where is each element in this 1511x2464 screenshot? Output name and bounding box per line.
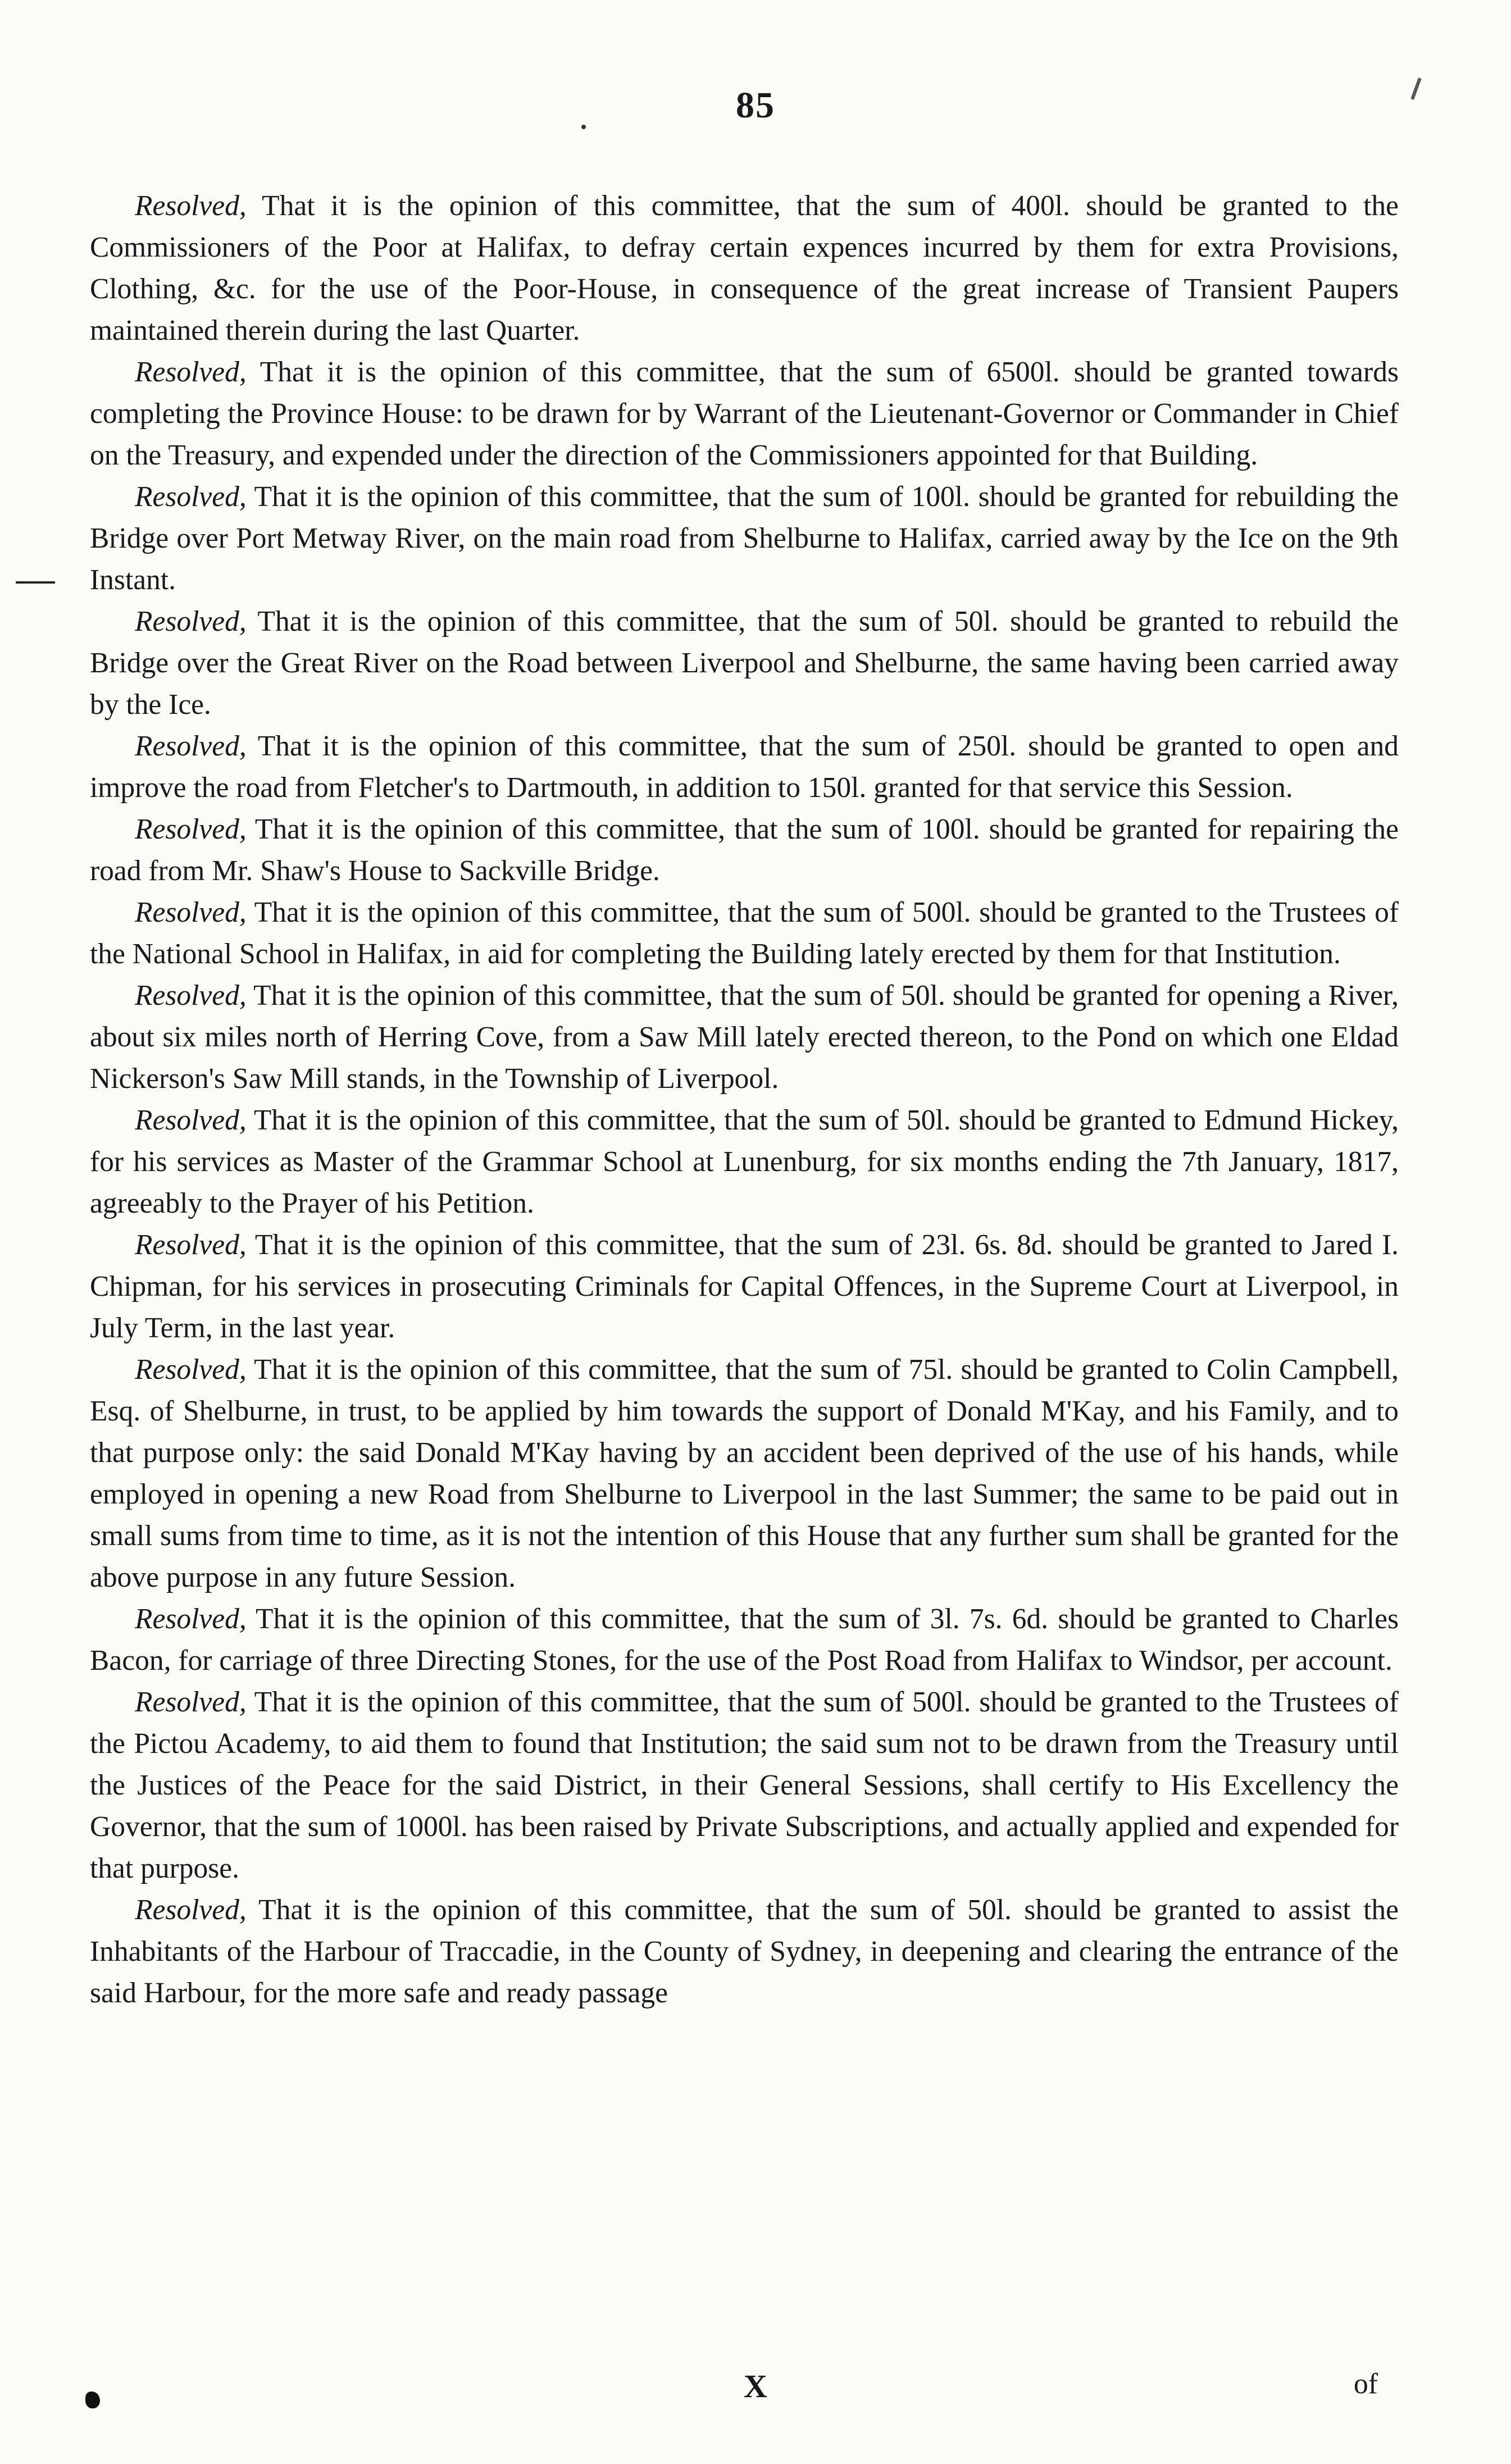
resolution-paragraph <box>90 726 1399 809</box>
resolved-lead: Resolved, <box>135 896 247 928</box>
resolution-text: That it is the opinion of this committee, that the sum of 23l. 6s. 8d. should be granted to Jared I. Chipman, for his services in prosecuting Criminals for Capital Offences, in the Supreme Court at Liverpool, in July Term, in the last year. <box>90 1229 1399 1344</box>
resolution-text: That it is the opinion of this committee, that the sum of 50l. should be granted to rebuild the Bridge over the Great River on the Road between Liverpool and Shelburne, the same having been carried away by the Ice. <box>90 605 1399 721</box>
resolution-text: That it is the opinion of this committee, that the sum of 6500l. should be granted towards completing the Province House: to be drawn for by Warrant of the Lieutenant-Governor or Commander in Chief on the Treasury, and expended under the direction of the Commissioners appointed for that Building. <box>90 356 1399 471</box>
resolved-lead: Resolved, <box>135 605 247 637</box>
resolution-paragraph <box>90 892 1399 975</box>
resolution-text: That it is the opinion of this committee, that the sum of 100l. should be granted for rebuilding the Bridge over Port Metway River, on the main road from Shelburne to Halifax, carried away by the Ice on the 9th Instant. <box>90 481 1399 596</box>
resolution-paragraph <box>90 1598 1399 1682</box>
resolution-text: That it is the opinion of this committee, that the sum of 75l. should be granted to Colin Campbell, Esq. of Shelburne, in trust, to be applied by him towards the support of Donald M'Kay, and his Family, and to that purpose only: the said Donald M'Kay having by an accident been deprived of the use of his hands, while employed in opening a new Road from Shelburne to Liverpool in the last Summer; the same to be paid out in small sums from time to time, as it is not the intention of this House that any further sum shall be granted for the above purpose in any future Session. <box>90 1354 1399 1593</box>
resolved-lead: Resolved, <box>135 1354 247 1386</box>
resolution-paragraph <box>90 476 1399 601</box>
resolution-text: That it is the opinion of this committee, that the sum of 3l. 7s. 6d. should be granted to Charles Bacon, for carriage of three Directing Stones, for the use of the Post Road from Halifax to Windsor, per account. <box>90 1603 1399 1677</box>
resolved-lead: Resolved, <box>135 1603 247 1635</box>
resolution-text: That it is the opinion of this committee, that the sum of 500l. should be granted to the Trustees of the Pictou Academy, to aid them to found that Institution; the said sum not to be drawn from the Treasury until the Justices of the Peace for the said District, in their General Sessions, shall certify to His Excellency the Governor, that the sum of 1000l. has been raised by Private Subscriptions, and actually applied and expended for that purpose. <box>90 1686 1399 1884</box>
resolution-text: That it is the opinion of this committee, that the sum of 50l. should be granted to Edmund Hickey, for his services as Master of the Grammar School at Lunenburg, for six months ending the 7th January, 1817, agreeably to the Prayer of his Petition. <box>90 1104 1399 1219</box>
resolution-paragraph <box>90 601 1399 726</box>
resolution-paragraph <box>90 1224 1399 1349</box>
resolved-lead: Resolved, <box>135 1229 247 1261</box>
resolution-paragraph <box>90 352 1399 476</box>
resolution-text: That it is the opinion of this committee, that the sum of 500l. should be granted to the Trustees of the National School in Halifax, in aid for completing the Building lately erected by them for that Institution. <box>90 896 1399 970</box>
resolved-lead: Resolved, <box>135 980 247 1012</box>
resolution-text: That it is the opinion of this committee, that the sum of 100l. should be granted for repairing the road from Mr. Shaw's House to Sackville Bridge. <box>90 813 1399 887</box>
resolved-lead: Resolved, <box>135 730 247 762</box>
resolution-paragraph <box>90 1100 1399 1224</box>
resolved-lead: Resolved, <box>135 813 247 845</box>
margin-dash-mark <box>16 581 55 584</box>
catchword: of <box>1354 2368 1378 2400</box>
resolution-text: That it is the opinion of this committee, that the sum of 50l. should be granted for opening a River, about six miles north of Herring Cove, from a Saw Mill lately erected thereon, to the Pond on which one Eldad Nickerson's Saw Mill stands, in the Township of Liverpool. <box>90 980 1399 1095</box>
resolved-lead: Resolved, <box>135 1894 247 1926</box>
resolution-paragraph <box>90 975 1399 1100</box>
resolution-paragraph <box>90 1349 1399 1598</box>
resolution-text: That it is the opinion of this committee, that the sum of 400l. should be granted to the Commissioners of the Poor at Halifax, to defray certain expences incurred by them for extra Provisions, Clothing, &c. for the use of the Poor-House, in consequence of the great increase of Transient Paupers maintained therein during the last Quarter. <box>90 190 1399 347</box>
resolution-text: That it is the opinion of this committee, that the sum of 250l. should be granted to open and improve the road from Fletcher's to Dartmouth, in addition to 150l. granted for that service this Session. <box>90 730 1399 804</box>
resolutions-body <box>90 185 1399 2014</box>
resolved-lead: Resolved, <box>135 481 247 513</box>
resolution-text: That it is the opinion of this committee, that the sum of 50l. should be granted to assist the Inhabitants of the Harbour of Traccadie, in the County of Sydney, in deepening and clearing the entrance of the said Harbour, for the more safe and ready passage <box>90 1894 1399 2009</box>
resolution-paragraph <box>90 185 1399 352</box>
resolution-paragraph <box>90 1889 1399 2014</box>
resolved-lead: Resolved, <box>135 1104 247 1136</box>
page-number: 85 <box>736 85 775 126</box>
printer-signature-mark: X <box>744 2368 767 2404</box>
resolved-lead: Resolved, <box>135 190 247 222</box>
resolution-paragraph <box>90 1682 1399 1889</box>
resolved-lead: Resolved, <box>135 356 247 388</box>
resolution-paragraph <box>90 809 1399 892</box>
resolved-lead: Resolved, <box>135 1686 247 1718</box>
